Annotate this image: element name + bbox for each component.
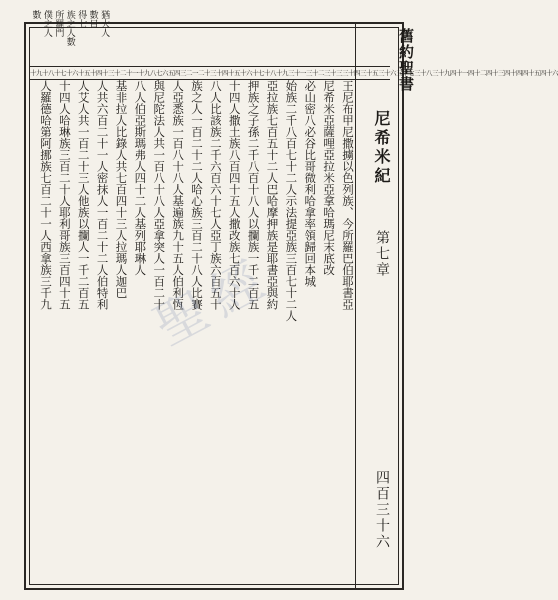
book-name-header: 舊約聖書	[397, 28, 415, 92]
header-divider	[355, 22, 356, 590]
top-note: 數	[30, 10, 41, 19]
page-number: 四百三十六	[374, 470, 390, 550]
text-column: 八人比該族二千六百六十七人亞丁族六百五十	[208, 80, 223, 310]
text-column: 族之人一百二十二人哈心族三百二十八人比賽	[190, 80, 204, 310]
text-column: 基非拉人比錄人共七百四十三人拉瑪人迦巴	[114, 80, 129, 299]
text-column: 押族之子孫二千八百十八人以攔族一千二百五	[246, 80, 261, 310]
text-column: 人亞悉族一百八十八人基遍族九十五人伯利恆	[171, 80, 186, 310]
text-column: 十四人哈琳族三百二十人耶利哥族三百四十五	[57, 80, 72, 310]
text-column: 十四人撒土族八百四十五人撒改族七百六十人	[227, 80, 242, 310]
text-column: 八人伯亞斯瑪弗人四十二人基列耶琳人	[133, 80, 148, 276]
top-note: 所羅門	[53, 10, 64, 37]
top-note: 得七	[76, 10, 87, 28]
top-note: 猶大人	[99, 10, 110, 37]
text-column: 人羅德哈第阿挪族七百二十一人西拿族三千九	[39, 80, 53, 310]
body-text	[34, 80, 354, 580]
verse-ruler: 十九十八十七十六十五十四十三十二十一十九八七六五四三二一二十三十四十五十六十七十八十九三十一三十二三十三三十四三十五三十六三十七三十八三十九四十一四十二四十三四十四四十五四十六	[30, 66, 390, 80]
text-column: 亞拉族七百五十二人巴哈摩押族是耶書亞與約	[265, 80, 280, 310]
watermark: 聖經	[145, 246, 283, 358]
chapter-title: 第七章	[374, 230, 390, 278]
text-column: 尼希米亞薩哩亞拉米亞拿哈瑪尼末底改	[322, 80, 337, 276]
text-column: 必山密八必谷比哥微利哈拿率領歸回本城	[303, 80, 318, 287]
text-column: 與尼陀法人共一百八十八人亞拿突人一百二十	[152, 80, 167, 310]
book-title: 尼希米紀	[372, 110, 391, 186]
top-notes	[30, 10, 108, 64]
top-note: 族之人數	[64, 10, 75, 46]
text-column: 人共六百二十一人密抹人一百二十二人伯特利	[95, 80, 110, 310]
text-column: 始族二千八百七十二人示法提亞族三百七十二人	[284, 80, 299, 322]
text-column: 人艾人共一百二十三人他族以攔人一千二百五	[76, 80, 91, 310]
top-note: 僕之人	[41, 10, 52, 37]
text-column: 王尼布甲尼撒擄以色列族、今所羅巴伯耶書亞	[341, 80, 355, 310]
top-note: 數目	[87, 10, 98, 28]
